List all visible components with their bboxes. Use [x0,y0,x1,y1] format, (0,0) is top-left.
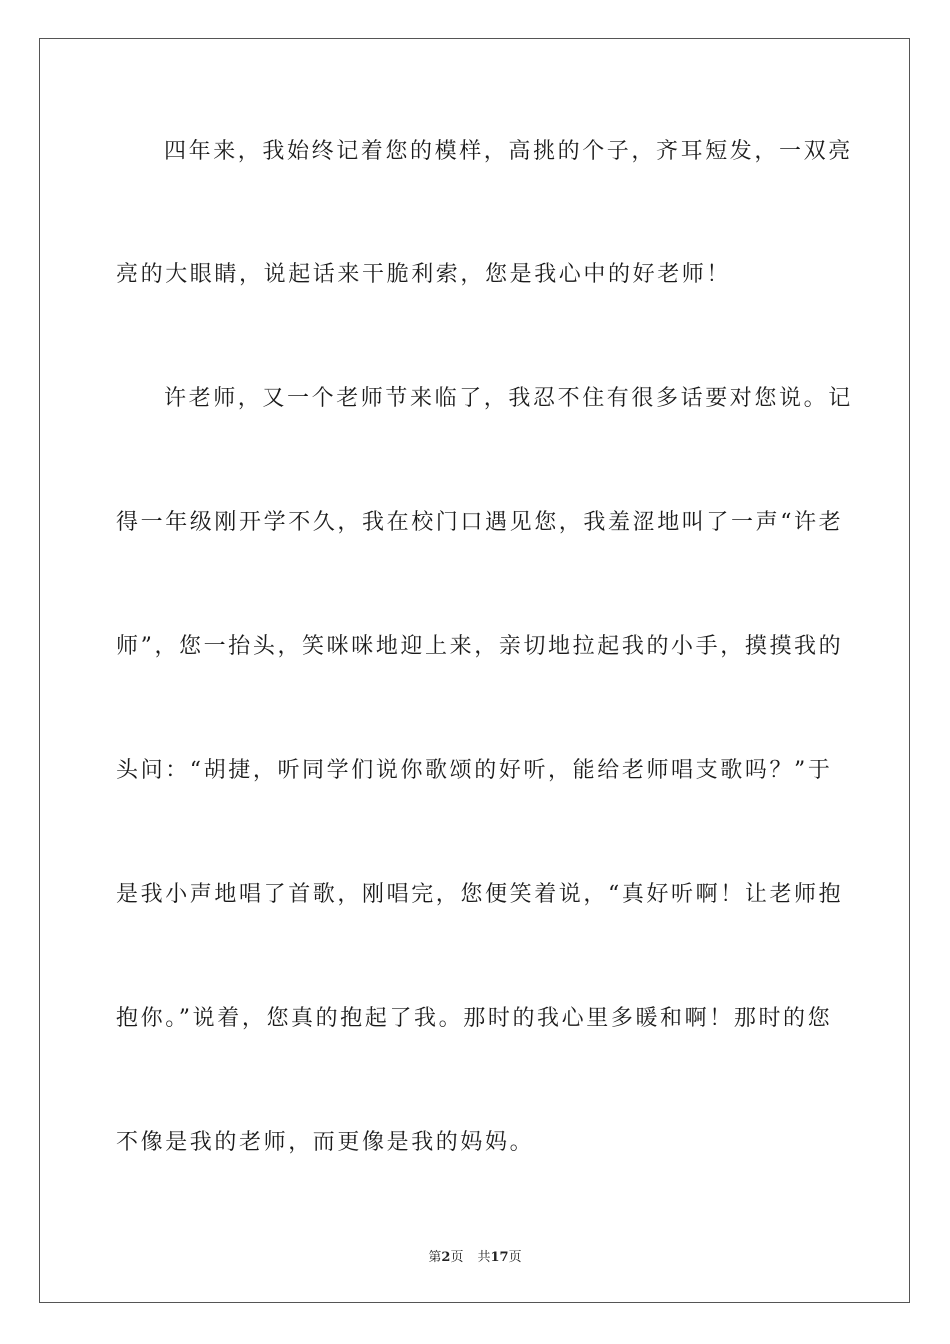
total-pages: 17 [490,1250,509,1265]
paragraph-1-line-1: 四年来，我始终记着您的模样，高挑的个子，齐耳短发，一双亮 [164,139,853,164]
page-prefix: 第 [428,1250,442,1265]
paragraph-2-line-2: 得一年级刚开学不久，我在校门口遇见您，我羞涩地叫了一声“许老 [116,510,844,535]
page-suffix: 页 [450,1250,464,1265]
page-border [39,38,910,1303]
page-number: 2 [441,1250,451,1265]
paragraph-2-line-5: 是我小声地唱了首歌，刚唱完，您便笑着说，“真好听啊！让老师抱 [116,882,844,907]
paragraph-2-line-3: 师”，您一抬头，笑咪咪地迎上来，亲切地拉起我的小手，摸摸我的 [116,634,844,659]
paragraph-2-line-7: 不像是我的老师，而更像是我的妈妈。 [116,1130,535,1155]
total-suffix: 页 [508,1250,522,1265]
total-prefix: 共 [477,1250,491,1265]
paragraph-1-line-2: 亮的大眼睛，说起话来干脆利索，您是我心中的好老师！ [116,262,732,287]
paragraph-2-line-6: 抱你。”说着，您真的抱起了我。那时的我心里多暖和啊！那时的您 [116,1006,833,1031]
paragraph-2-line-4: 头问：“胡捷，听同学们说你歌颂的好听，能给老师唱支歌吗？”于 [116,758,833,783]
paragraph-2-line-1: 许老师，又一个老师节来临了，我忍不住有很多话要对您说。记 [164,386,853,411]
page-footer [0,1246,950,1265]
